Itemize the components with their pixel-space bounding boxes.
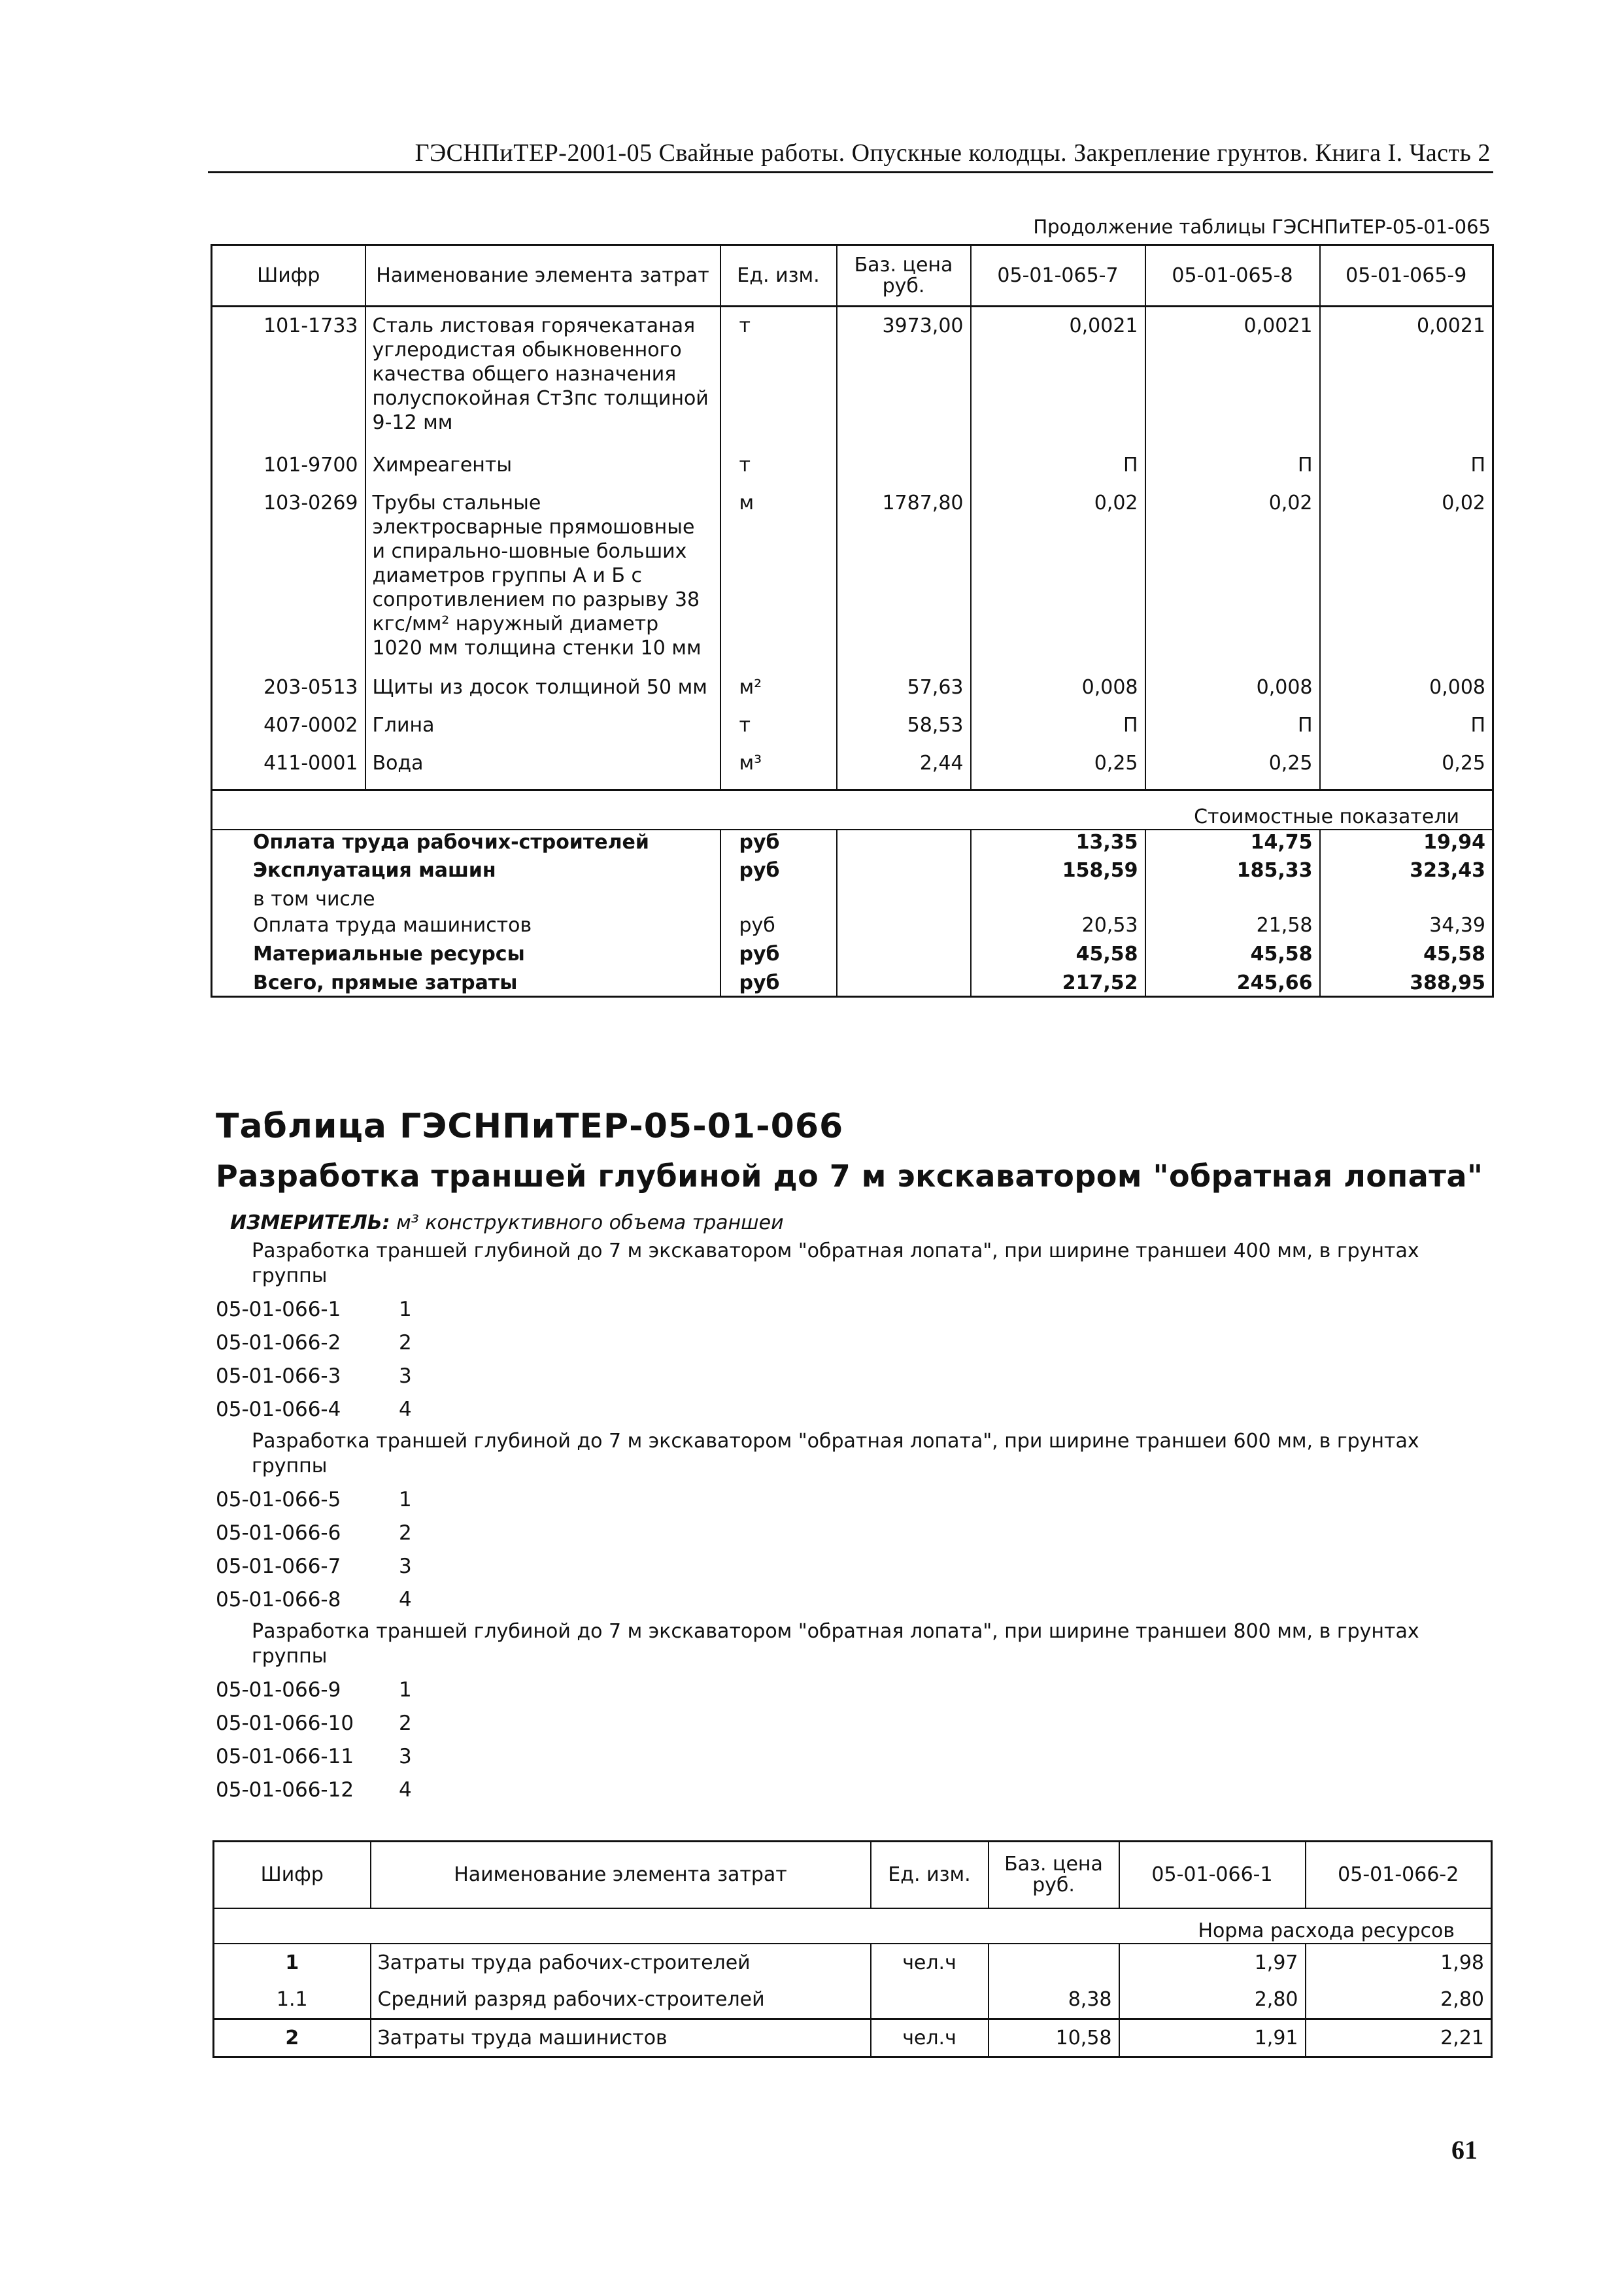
norm-header-row [214,1908,1492,1944]
cost-name: Материальные ресурсы [253,942,525,966]
cell-value: 2,80 [1306,1982,1492,2019]
group-line: Разработка траншей глубиной до 7 м экскаватором "обратная лопата", при ширине траншеи 800 мм, в грунтах [252,1620,1419,1643]
cell-name: Химреагенты [365,453,720,491]
table-row [212,453,1493,491]
item-group: 1 [399,1298,412,1321]
cell-price: 2,44 [837,751,971,790]
cost-name: в том числе [253,887,375,911]
item-group: 4 [399,1588,412,1611]
header-price: Баз. цена руб. [989,1842,1119,1908]
cost-value: 245,66 [1145,971,1320,997]
cost-row [212,830,1493,858]
cost-value: 20,53 [971,913,1145,942]
cell-price: 10,58 [989,2019,1119,2057]
cell-value: 0,02 [971,491,1145,675]
group-line: группы [252,1264,328,1287]
cell-price [989,1944,1119,1982]
item-group: 2 [399,1712,412,1735]
header-rule [208,171,1493,173]
cell-unit: чел.ч [871,2019,989,2057]
list-item [216,1364,477,1388]
cell-code: 1.1 [276,1988,308,2012]
cell-code: 1 [285,1951,299,1974]
header-unit: Ед. изм. [720,245,837,307]
header-col3: 05-01-065-9 [1320,245,1493,307]
cost-value: 185,33 [1145,858,1320,887]
cell-unit: чел.ч [871,1944,989,1982]
list-item [216,1521,477,1545]
cost-value: 14,75 [1145,830,1320,858]
meter-label: ИЗМЕРИТЕЛЬ: [230,1211,390,1234]
cost-value: 323,43 [1320,858,1493,887]
item-code: 05-01-066-1 [216,1298,341,1321]
cell-unit: м² [720,675,837,713]
item-code: 05-01-066-9 [216,1678,341,1702]
group-line: группы [252,1455,328,1477]
meter-text: м³ конструктивного объема траншеи [396,1211,784,1234]
cost-value: 45,58 [1145,942,1320,971]
header-code: Шифр [257,264,320,287]
cost-header: Стоимостные показатели [1194,805,1459,828]
cell-code: 2 [285,2027,299,2049]
cell-value: П [1320,713,1493,751]
table-row [214,2019,1492,2057]
cell-code: 101-1733 [263,314,358,337]
item-group: 4 [399,1398,412,1421]
header-unit: Ед. изм. [871,1842,989,1908]
group-line: Разработка траншей глубиной до 7 м экскаватором "обратная лопата", при ширине траншеи 400 мм, в грунтах [252,1240,1419,1262]
cell-value: 1,98 [1306,1944,1492,1982]
running-header: ГЭСНПиТЕР-2001-05 Свайные работы. Опускные колодцы. Закрепление грунтов. Книга I. Часть 2 [414,139,1491,167]
group-line: Разработка траншей глубиной до 7 м экскаватором "обратная лопата", при ширине траншеи 600 мм, в грунтах [252,1430,1419,1453]
item-code: 05-01-066-7 [216,1555,341,1578]
cell-value: 0,0021 [971,307,1145,453]
item-group: 2 [399,1521,412,1545]
section-title: Таблица ГЭСНПиТЕР-05-01-066 [216,1107,844,1146]
item-group: 1 [399,1488,412,1511]
cell-name: Глина [365,713,720,751]
cost-unit: руб [720,971,837,997]
cell-value: 0,25 [1320,751,1493,790]
cell-code: 411-0001 [263,751,358,775]
cost-value: 45,58 [971,942,1145,971]
cell-value: 0,0021 [1320,307,1493,453]
section-subtitle: Разработка траншей глубиной до 7 м экскаватором "обратная лопата" [216,1158,1483,1194]
cell-value: П [1145,713,1320,751]
list-item [216,1298,477,1321]
cost-value: 217,52 [971,971,1145,997]
cell-value: 1,97 [1119,1944,1306,1982]
cell-unit [871,1982,989,2019]
cell-price [837,453,971,491]
cost-row [212,858,1493,887]
cost-unit: руб [720,830,837,858]
item-code: 05-01-066-8 [216,1588,341,1611]
item-code: 05-01-066-11 [216,1745,354,1768]
header-col1: 05-01-066-1 [1119,1842,1306,1908]
cost-unit: руб [720,913,837,942]
group-description [252,1429,1494,1479]
cell-value: 2,21 [1306,2019,1492,2057]
cell-value: 0,02 [1320,491,1493,675]
cell-name: Щиты из досок толщиной 50 мм [365,675,720,713]
cost-name: Всего, прямые затраты [253,971,518,994]
cell-price: 3973,00 [837,307,971,453]
item-group: 3 [399,1364,412,1388]
header-col2: 05-01-066-2 [1306,1842,1492,1908]
page-number: 61 [1451,2135,1478,2165]
cell-value: 0,008 [1145,675,1320,713]
cell-value: 0,02 [1145,491,1320,675]
cell-value: 0,0021 [1145,307,1320,453]
cost-value: 158,59 [971,858,1145,887]
cell-code: 203-0513 [263,675,358,699]
cell-unit: т [720,713,837,751]
cost-name: Оплата труда машинистов [253,913,532,937]
list-item [216,1678,477,1702]
item-group: 4 [399,1778,412,1802]
cost-value: 45,58 [1320,942,1493,971]
cost-row [212,887,1493,913]
cell-unit: м [720,491,837,675]
cell-value: П [1320,453,1493,491]
header-price: Баз. цена руб. [837,245,971,307]
table-row [212,713,1493,751]
cell-name: Средний разряд рабочих-строителей [371,1982,871,2019]
table-header-row [212,245,1493,307]
table-row [212,751,1493,790]
cost-value: 19,94 [1320,830,1493,858]
cell-price: 57,63 [837,675,971,713]
cell-value: 0,25 [971,751,1145,790]
cost-price-empty [837,858,971,887]
table-row [212,307,1493,453]
cost-value: 388,95 [1320,971,1493,997]
item-group: 3 [399,1555,412,1578]
list-item [216,1778,477,1802]
cost-value [1145,887,1320,913]
cost-price-empty [837,913,971,942]
meter-line [230,1211,784,1234]
cell-unit: т [720,453,837,491]
list-item [216,1398,477,1421]
cost-value [971,887,1145,913]
cost-value [1320,887,1493,913]
header-col2: 05-01-065-8 [1145,245,1320,307]
group-description [252,1619,1494,1669]
cost-name: Эксплуатация машин [253,858,496,882]
cell-name: Затраты труда рабочих-строителей [371,1944,871,1982]
cell-price: 58,53 [837,713,971,751]
table-row [214,1944,1492,1982]
item-code: 05-01-066-2 [216,1331,341,1355]
cell-value: 0,008 [971,675,1145,713]
cost-price-empty [837,887,971,913]
list-item [216,1331,477,1355]
list-item [216,1712,477,1735]
cell-price: 8,38 [989,1982,1119,2019]
item-group: 3 [399,1745,412,1768]
cell-name: Трубы стальные электросварные прямошовные и спирально-шовные больших диаметров группы А и Б с сопротивлением по разрыву 38 кгс/мм² наружный диаметр 1020 мм толщина стенки 10 мм [365,491,720,675]
cell-name: Затраты труда машинистов [371,2019,871,2057]
header-col1: 05-01-065-7 [971,245,1145,307]
cost-price-empty [837,830,971,858]
cost-name: Оплата труда рабочих-строителей [253,830,649,854]
table-row [212,491,1493,675]
cost-price-empty [837,942,971,971]
cost-unit: руб [720,942,837,971]
cell-value: 0,008 [1320,675,1493,713]
group-description [252,1239,1494,1289]
table-row [214,1982,1492,2019]
cell-value: П [1145,453,1320,491]
cell-unit: м³ [720,751,837,790]
cell-code: 101-9700 [263,453,358,477]
cell-code: 407-0002 [263,713,358,737]
table-header-row [214,1842,1492,1908]
table-066 [212,1840,1493,2058]
item-group: 2 [399,1331,412,1355]
list-item [216,1745,477,1768]
list-item [216,1588,477,1611]
cost-unit: руб [720,858,837,887]
cost-header-row [212,790,1493,830]
table-row [212,675,1493,713]
cell-value: 2,80 [1119,1982,1306,2019]
item-group: 1 [399,1678,412,1702]
cost-row [212,942,1493,971]
group-line: группы [252,1645,328,1668]
cell-value: 0,25 [1145,751,1320,790]
item-code: 05-01-066-5 [216,1488,341,1511]
cost-value: 34,39 [1320,913,1493,942]
cost-row [212,913,1493,942]
header-code: Шифр [260,1863,324,1887]
cell-value: 1,91 [1119,2019,1306,2057]
cell-price: 1787,80 [837,491,971,675]
item-code: 05-01-066-12 [216,1778,354,1802]
cell-name: Вода [365,751,720,790]
cost-unit [720,887,837,913]
cost-value: 13,35 [971,830,1145,858]
item-code: 05-01-066-10 [216,1712,354,1735]
cost-price-empty [837,971,971,997]
list-item [216,1555,477,1578]
header-name: Наименование элемента затрат [371,1842,871,1908]
item-code: 05-01-066-3 [216,1364,341,1388]
cell-value: П [971,713,1145,751]
item-code: 05-01-066-4 [216,1398,341,1421]
table-065 [211,244,1494,998]
cell-name: Сталь листовая горячекатаная углеродистая обыкновенного качества общего назначения полуспокойная Ст3пс толщиной 9-12 мм [365,307,720,453]
norm-header: Норма расхода ресурсов [1198,1919,1455,1942]
header-name: Наименование элемента затрат [365,245,720,307]
cost-value: 21,58 [1145,913,1320,942]
table-caption: Продолжение таблицы ГЭСНПиТЕР-05-01-065 [1033,216,1491,238]
cost-row [212,971,1493,997]
item-code: 05-01-066-6 [216,1521,341,1545]
cell-code: 103-0269 [263,491,358,514]
cell-unit: т [720,307,837,453]
list-item [216,1488,477,1511]
cell-value: П [971,453,1145,491]
